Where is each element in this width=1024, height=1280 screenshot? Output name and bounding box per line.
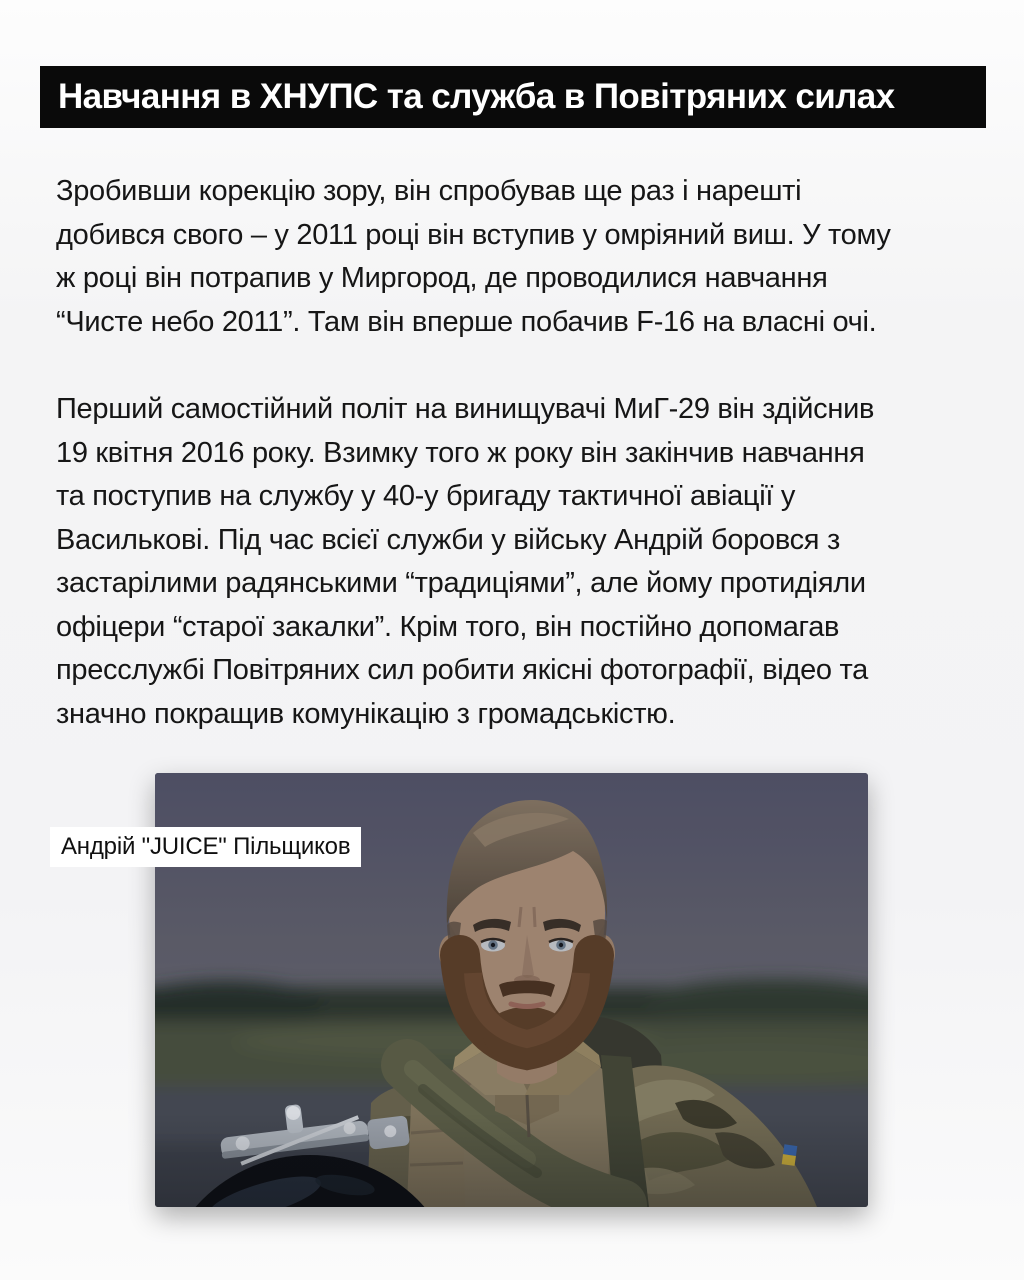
- paragraph-line: офіцери “старої закалки”. Крім того, він постійно допомагав: [56, 610, 840, 643]
- paragraph-line: та поступив на службу у 40-у бригаду тактичної авіації у: [56, 480, 796, 512]
- paragraph-line: добився свого – у 2011 році він вступив у омріяний виш. У тому: [56, 218, 891, 251]
- paragraph-line: ж році він потрапив у Миргород, де проводилися навчання: [56, 262, 828, 294]
- paragraph-line: Зробивши корекцію зору, він спробував ще раз і нарешті: [56, 175, 802, 207]
- paragraph-line: Василькові. Під час всієї служби у війську Андрій боровся з: [56, 523, 840, 556]
- paragraph-line: значно покращив комунікацію з громадськістю.: [56, 697, 676, 730]
- title-bar: [40, 66, 986, 128]
- paragraph-line: “Чисте небо 2011”. Там він вперше побачив F-16 на власні очі.: [56, 305, 877, 338]
- photo-caption: [50, 827, 361, 867]
- paragraph-line: пресслужбі Повітряних сил робити якісні фотографії, відео та: [56, 654, 868, 686]
- paragraph-line: Перший самостійний політ на винищувачі МиГ-29 він здійснив: [56, 393, 875, 425]
- photo-caption-text: Андрій "JUICE" Пільщиков: [61, 833, 351, 860]
- paragraph-line: застарілими радянськими “традиціями”, але йому протидіяли: [56, 567, 866, 599]
- paragraph-line: 19 квітня 2016 року. Взимку того ж року він закінчив навчання: [56, 436, 865, 469]
- paragraph-2: [56, 388, 986, 736]
- article-body: [56, 170, 986, 736]
- page-title: Навчання в ХНУПС та служба в Повітряних силах: [58, 77, 895, 116]
- paragraph-1: [56, 170, 986, 344]
